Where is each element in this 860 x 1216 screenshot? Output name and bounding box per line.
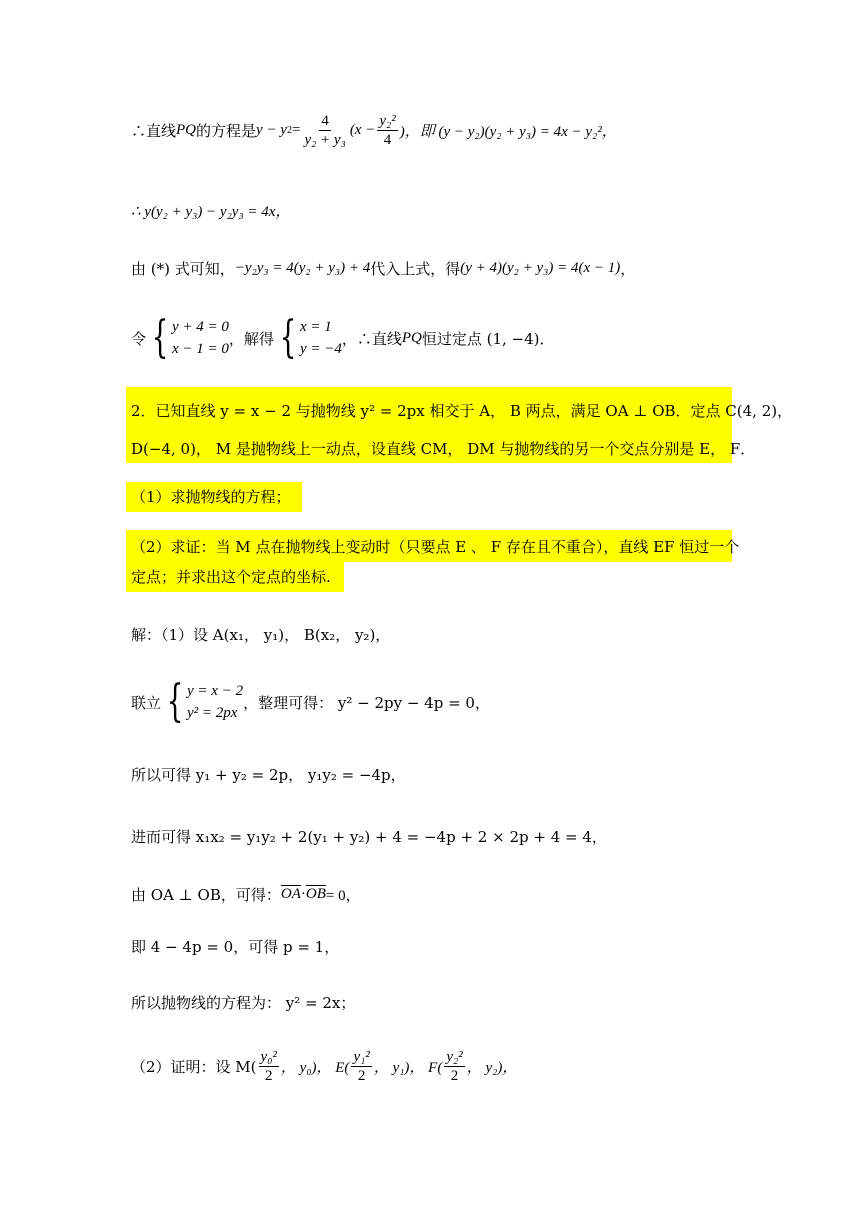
solution-text: 解：（1）设 A(x₁， y₁)， B(x₂， y₂)，	[131, 626, 391, 644]
text: 的方程是	[196, 122, 257, 140]
fraction-denominator: y₂ + y₃	[304, 132, 346, 148]
brace-icon: {	[151, 312, 169, 363]
text: ，解得	[228, 329, 274, 348]
problem-part-1	[131, 486, 291, 507]
solution-line	[131, 1048, 517, 1085]
fraction	[259, 1048, 279, 1085]
system-row: y + 4 = 0	[172, 319, 229, 335]
equation-system	[274, 312, 342, 363]
brace-icon: {	[279, 312, 297, 363]
text: 联立	[131, 693, 162, 712]
substitution-line	[131, 258, 635, 279]
solution-line	[131, 884, 361, 905]
solution-line	[131, 676, 490, 727]
math: )，即 (y − y₂)(y₂ + y₃) = 4x − y₂²，	[399, 124, 617, 140]
fraction	[444, 1048, 464, 1085]
fixed-point-line	[131, 312, 555, 363]
fraction	[302, 112, 347, 149]
problem-text: D(−4, 0)， M 是抛物线上一动点，设直线 CM， DM 与抛物线的另一个交点分别是 E， F．	[131, 440, 756, 458]
math: (y + 4)(y₂ + y₃) = 4(x − 1)	[460, 260, 621, 276]
text: 由 OA ⊥ OB，可得：	[131, 886, 281, 904]
text: 代入上式，得	[370, 260, 461, 278]
text: PQ	[176, 122, 197, 138]
solution-line	[131, 936, 339, 957]
text: （2）证明：设 M(	[131, 1058, 257, 1076]
math: y − y	[256, 122, 287, 138]
math: ， y₀)， E(	[280, 1060, 350, 1076]
math: ·	[300, 886, 306, 902]
text: ，∴直线	[341, 329, 402, 348]
system-row: y = x − 2	[187, 683, 244, 699]
math: (x −	[349, 122, 376, 138]
fraction-numerator: y₀²	[260, 1049, 277, 1065]
problem-statement	[131, 400, 792, 421]
fraction-denominator: 2	[264, 1068, 273, 1084]
solution-text: 所以抛物线的方程为： y² = 2x；	[131, 994, 356, 1012]
fraction-numerator: 4	[321, 113, 329, 129]
equation-pq-line	[131, 112, 617, 149]
math: ∴ y(y₂ + y₃) − y₂y₃ = 4x，	[131, 204, 291, 220]
derived-equation-line	[131, 200, 290, 221]
subscript: 2	[286, 125, 292, 136]
text: 由 (*) 式可知，	[131, 260, 235, 278]
equation-system	[146, 312, 229, 363]
math: ， y₂)，	[466, 1060, 518, 1076]
solution-line	[131, 992, 355, 1013]
problem-part-2	[131, 566, 331, 587]
text: 恒过定点 (1, −4)．	[421, 329, 555, 348]
solution-line	[131, 826, 607, 847]
solution-line	[131, 624, 390, 645]
vector-ob: $\overline{OB}$	[305, 886, 326, 902]
fraction-numerator: y₂²	[379, 113, 396, 129]
system-row: y = −4	[299, 341, 342, 357]
math: =	[291, 122, 301, 138]
system-row: x − 1 = 0	[172, 341, 229, 357]
math: ， y₁)， F(	[373, 1060, 443, 1076]
solution-line	[131, 764, 406, 785]
text: ，	[620, 260, 636, 278]
problem-part-2	[131, 536, 739, 557]
fraction-denominator: 2	[450, 1068, 459, 1084]
problem-text: （1）求抛物线的方程；	[131, 488, 291, 506]
brace-icon: {	[166, 676, 184, 727]
math: −y₂y₃ = 4(y₂ + y₃) + 4	[234, 260, 371, 276]
fraction-numerator: y₂²	[446, 1049, 463, 1065]
solution-text: 即 4 − 4p = 0，可得 p = 1，	[131, 938, 340, 956]
problem-text: 2．已知直线 y = x − 2 与抛物线 y² = 2px 相交于 A， B 两点，满足 OA ⊥ OB．定点 C(4, 2)，	[131, 402, 793, 420]
fraction-numerator: y₁²	[353, 1049, 370, 1065]
system-row: y² = 2px	[187, 705, 238, 721]
fraction-denominator: 4	[383, 132, 392, 148]
math: PQ	[401, 329, 422, 346]
math: = 0，	[325, 888, 361, 904]
problem-text: （2）求证：当 M 点在抛物线上变动时（只要点 E 、 F 存在且不重合），直线 EF 恒过一个	[131, 538, 740, 556]
fraction	[377, 112, 397, 149]
problem-text: 定点；并求出这个定点的坐标.	[131, 568, 331, 586]
vector-oa: $\overline{OA}$	[280, 886, 301, 902]
fraction	[351, 1048, 371, 1085]
problem-statement	[131, 438, 755, 459]
text: ∴直线	[131, 122, 177, 140]
equation-system	[161, 676, 244, 727]
fraction-denominator: 2	[357, 1068, 366, 1084]
text: 令	[131, 329, 147, 348]
solution-text: 进而可得 x₁x₂ = y₁y₂ + 2(y₁ + y₂) + 4 = −4p + 2 × 2p + 4 = 4，	[131, 828, 607, 846]
solution-text: 所以可得 y₁ + y₂ = 2p， y₁y₂ = −4p，	[131, 766, 406, 784]
system-row: x = 1	[299, 319, 332, 335]
text: ，整理可得： y² − 2py − 4p = 0，	[243, 693, 490, 712]
